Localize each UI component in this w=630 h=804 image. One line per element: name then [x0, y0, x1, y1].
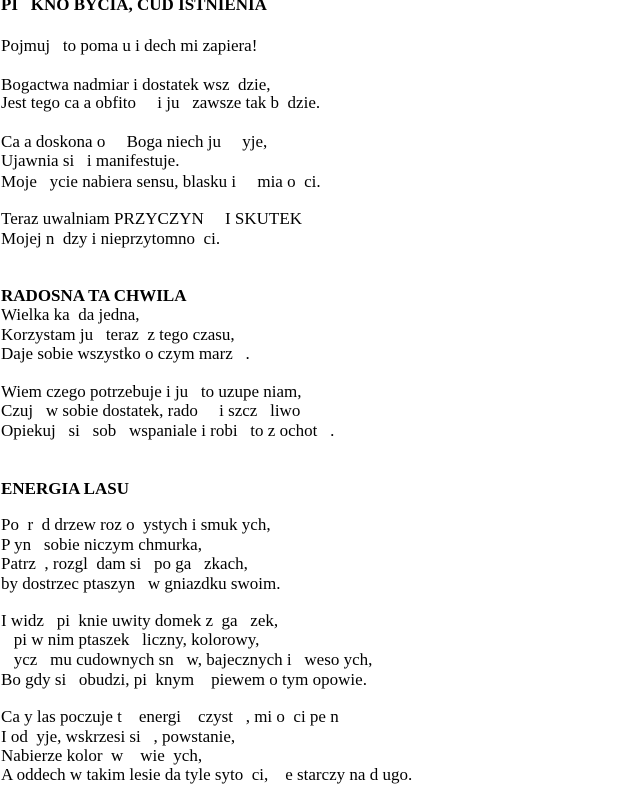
poem-line: Mojej n dzy i nieprzytomno ci.: [1, 229, 221, 248]
poem-line: I od yje, wskrzesi si , powstanie,: [1, 727, 236, 746]
poem-line: Opiekuj si sob wspaniale i robi to z ochot .: [1, 421, 335, 440]
poem-line: Jest tego ca a obfito i ju zawsze tak b dzie.: [1, 93, 321, 112]
poem-line: Ujawnia si i manifestuje.: [1, 151, 180, 170]
poem-line: Korzystam ju teraz z tego czasu,: [1, 325, 235, 344]
poem-line: Pojmuj to poma u i dech mi zapiera!: [1, 36, 258, 55]
poem-line: ycz mu cudownych sn w, bajecznych i weso ych,: [1, 650, 373, 669]
poem-title-3: ENERGIA LASU: [1, 479, 130, 498]
poem-line: Czuj w sobie dostatek, rado i szcz liwo: [1, 401, 301, 420]
poem-title-1: PI KNO BYCIA, CUD ISTNIENIA: [1, 0, 267, 14]
poem-line: Moje ycie nabiera sensu, blasku i mia o ci.: [1, 172, 321, 191]
poem-line: pi w nim ptaszek liczny, kolorowy,: [1, 630, 260, 649]
poem-line: Po r d drzew roz o ystych i smuk ych,: [1, 515, 271, 534]
poem-line: I widz pi knie uwity domek z ga zek,: [1, 611, 279, 630]
poem-line: Bogactwa nadmiar i dostatek wsz dzie,: [1, 75, 271, 94]
poem-line: Patrz , rozgl dam si po ga zkach,: [1, 554, 248, 573]
poem-line: A oddech w takim lesie da tyle syto ci, e starczy na d ugo.: [1, 765, 413, 784]
poem-line: Wielka ka da jedna,: [1, 305, 140, 324]
poem-title-2: RADOSNA TA CHWILA: [1, 286, 187, 305]
poem-line: Bo gdy si obudzi, pi knym piewem o tym opowie.: [1, 670, 367, 689]
poem-line: Daje sobie wszystko o czym marz .: [1, 344, 250, 363]
poem-line: Nabierze kolor w wie ych,: [1, 746, 203, 765]
poem-line: Ca a doskona o Boga niech ju yje,: [1, 132, 268, 151]
poem-line: P yn sobie niczym chmurka,: [1, 535, 202, 554]
poem-line: Teraz uwalniam PRZYCZYN I SKUTEK: [1, 209, 302, 228]
poem-line: Wiem czego potrzebuje i ju to uzupe niam,: [1, 382, 302, 401]
poem-line: by dostrzec ptaszyn w gniazdku swoim.: [1, 574, 281, 593]
poem-line: Ca y las poczuje t energi czyst , mi o ci pe n: [1, 707, 339, 726]
